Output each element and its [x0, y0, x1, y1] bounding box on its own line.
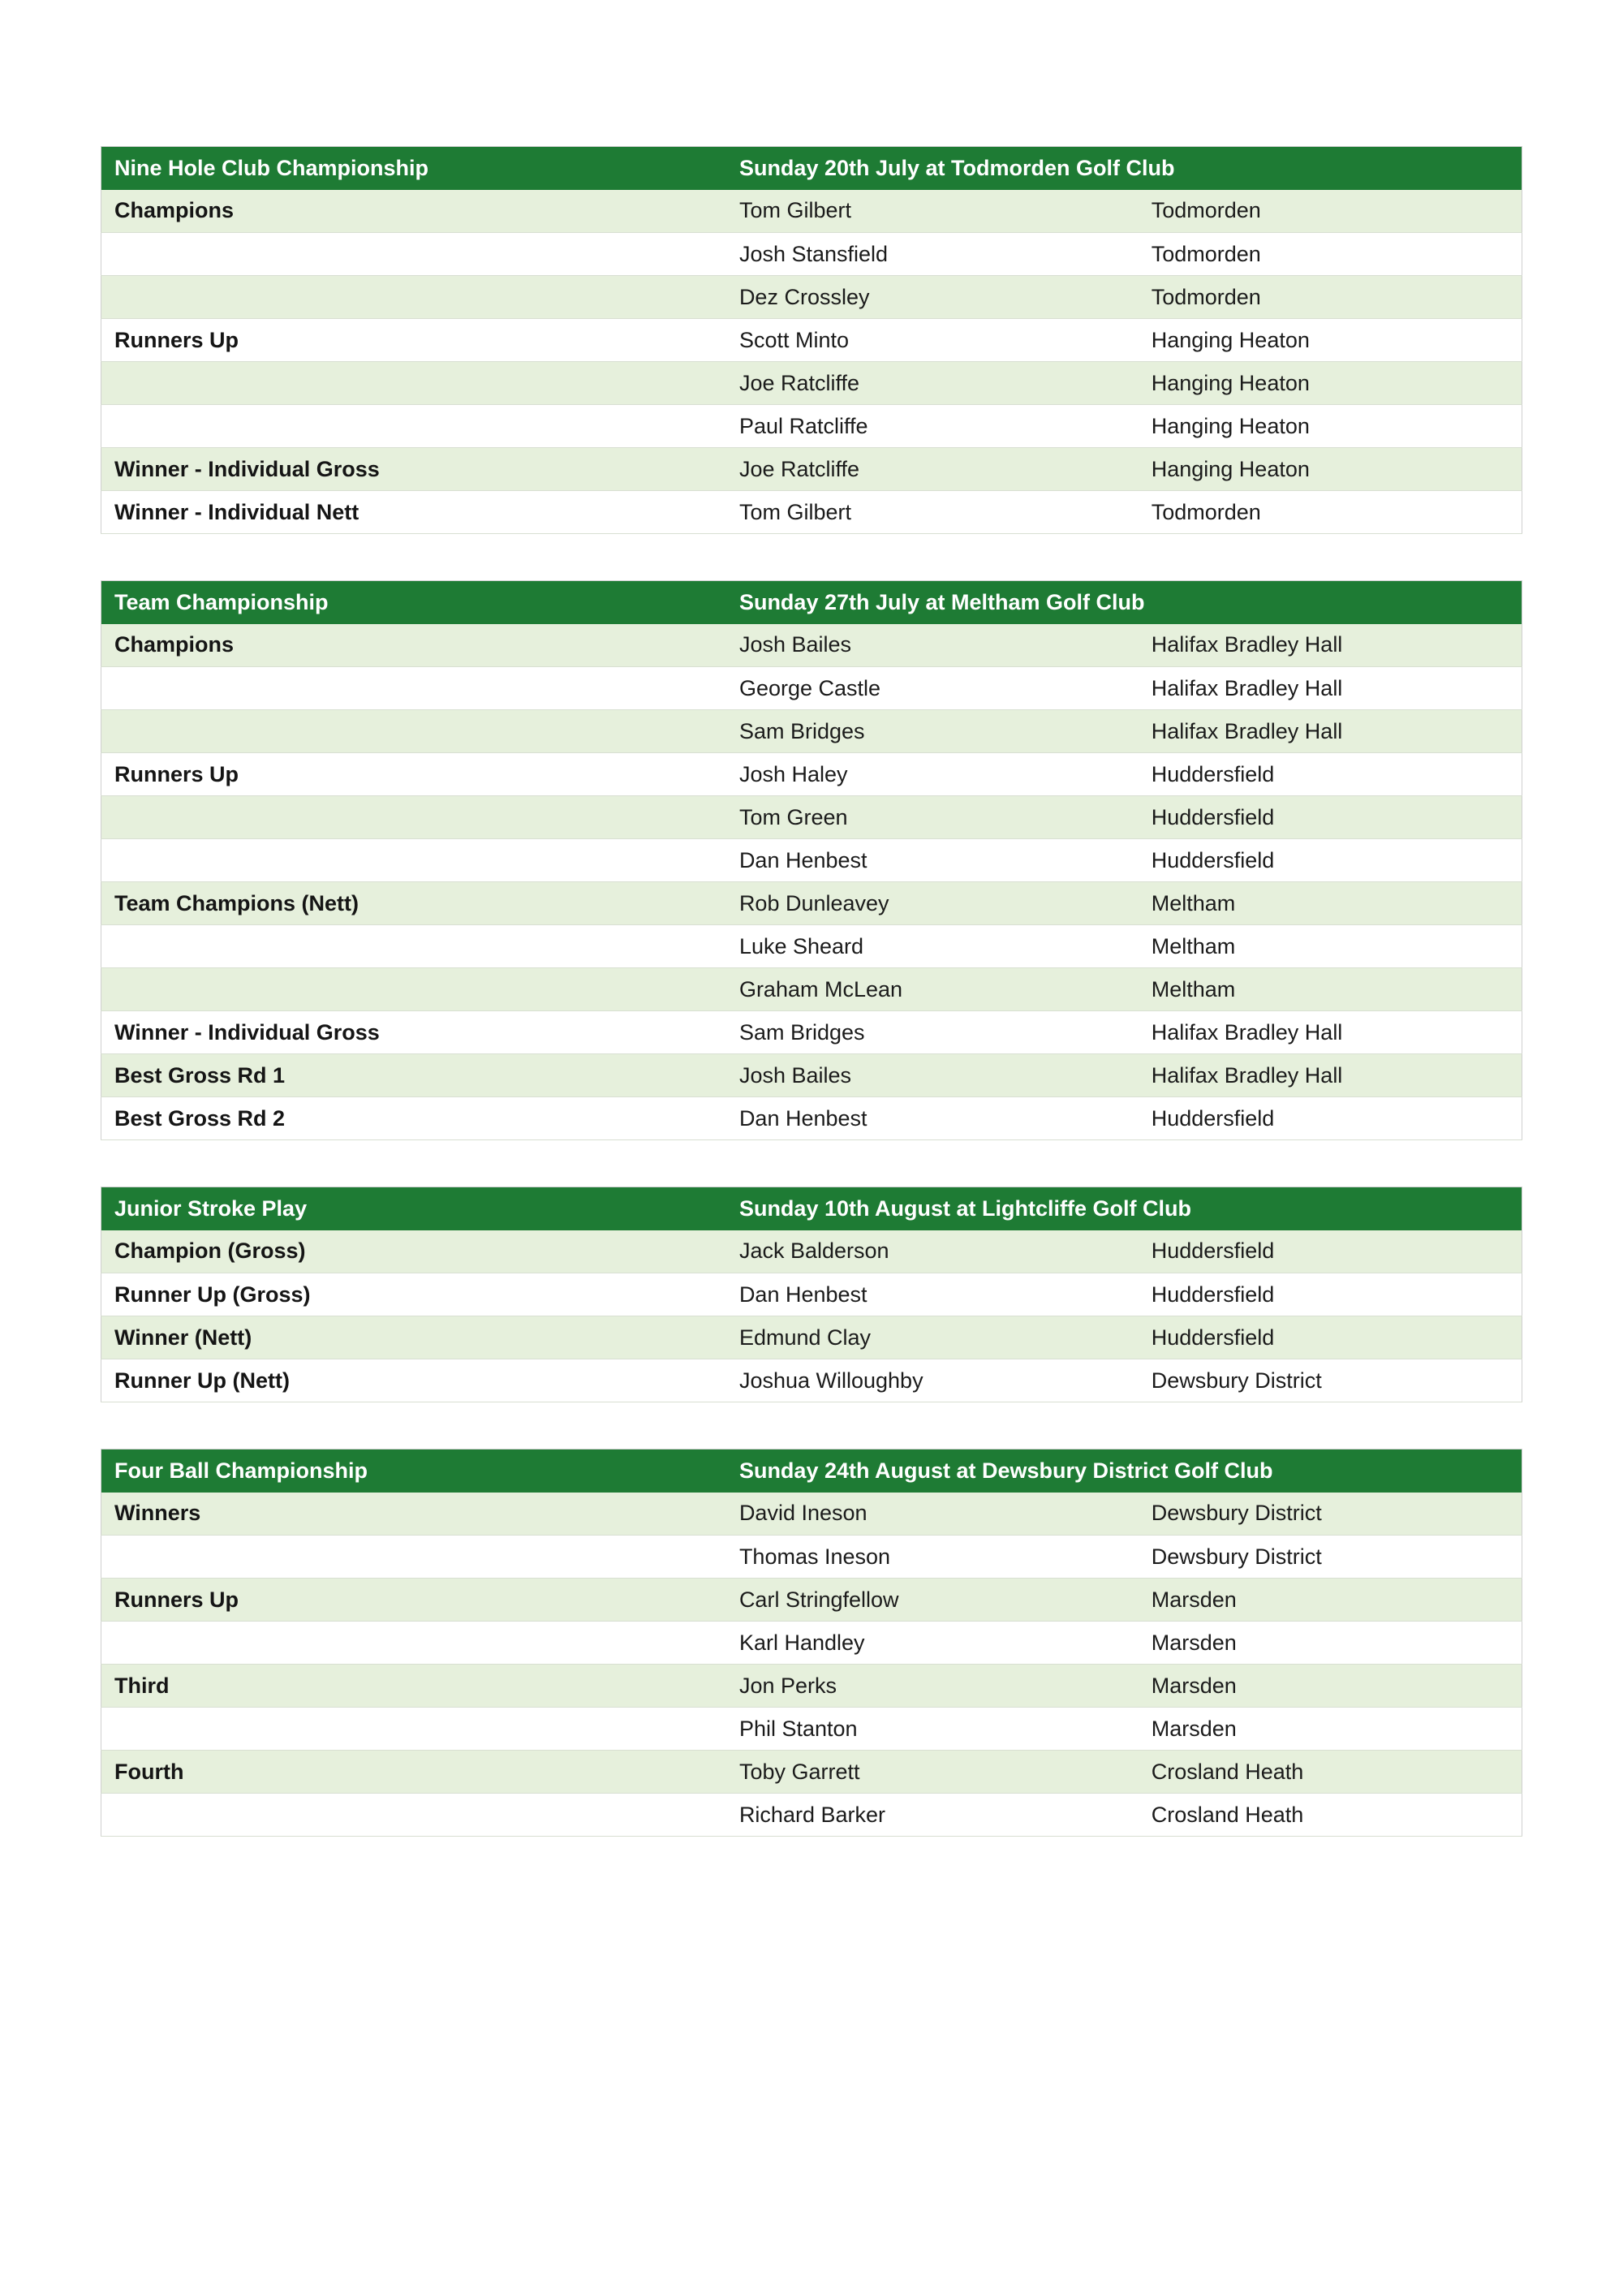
table-body	[101, 624, 1522, 1140]
player-name: Toby Garrett	[726, 1751, 1139, 1794]
player-name: David Ineson	[726, 1493, 1139, 1536]
table-row	[101, 1273, 1522, 1316]
player-name: Dan Henbest	[726, 839, 1139, 882]
row-category-label: Best Gross Rd 2	[101, 1097, 726, 1140]
table-row	[101, 624, 1522, 667]
row-category-label: Champions	[101, 624, 726, 667]
table-row	[101, 233, 1522, 276]
row-category-label	[101, 233, 726, 276]
player-name: George Castle	[726, 667, 1139, 710]
player-name: Phil Stanton	[726, 1708, 1139, 1751]
table-row	[101, 491, 1522, 534]
table-header-row	[101, 1450, 1522, 1493]
row-category-label	[101, 839, 726, 882]
row-category-label: Third	[101, 1665, 726, 1708]
row-category-label: Winner - Individual Gross	[101, 1011, 726, 1054]
club-name: Dewsbury District	[1139, 1493, 1522, 1536]
club-name: Crosland Heath	[1139, 1794, 1522, 1837]
player-name: Joe Ratcliffe	[726, 448, 1139, 491]
row-category-label: Runners Up	[101, 319, 726, 362]
table-body	[101, 1230, 1522, 1402]
player-name: Tom Gilbert	[726, 190, 1139, 233]
table-row	[101, 1316, 1522, 1359]
club-name: Huddersfield	[1139, 839, 1522, 882]
club-name: Meltham	[1139, 968, 1522, 1011]
row-category-label: Runners Up	[101, 1579, 726, 1622]
row-category-label	[101, 667, 726, 710]
table-row	[101, 1708, 1522, 1751]
table-row	[101, 1622, 1522, 1665]
row-category-label: Runners Up	[101, 753, 726, 796]
club-name: Todmorden	[1139, 190, 1522, 233]
club-name: Hanging Heaton	[1139, 319, 1522, 362]
player-name: Karl Handley	[726, 1622, 1139, 1665]
table-row	[101, 1579, 1522, 1622]
club-name: Huddersfield	[1139, 1097, 1522, 1140]
table-body	[101, 190, 1522, 534]
club-name: Todmorden	[1139, 491, 1522, 534]
results-table	[101, 1449, 1522, 1837]
table-date: Sunday 10th August at Lightcliffe Golf Club	[726, 1187, 1522, 1230]
table-row	[101, 1054, 1522, 1097]
row-category-label	[101, 1794, 726, 1837]
table-date: Sunday 24th August at Dewsbury District Golf Club	[726, 1450, 1522, 1493]
results-tables-container	[101, 146, 1522, 1883]
row-category-label	[101, 1622, 726, 1665]
club-name: Todmorden	[1139, 233, 1522, 276]
club-name: Dewsbury District	[1139, 1536, 1522, 1579]
row-category-label: Winner (Nett)	[101, 1316, 726, 1359]
table-title: Team Championship	[101, 581, 726, 624]
player-name: Sam Bridges	[726, 1011, 1139, 1054]
table-title: Four Ball Championship	[101, 1450, 726, 1493]
table-row	[101, 1011, 1522, 1054]
player-name: Richard Barker	[726, 1794, 1139, 1837]
table-row	[101, 448, 1522, 491]
player-name: Tom Gilbert	[726, 491, 1139, 534]
row-category-label	[101, 1536, 726, 1579]
row-category-label	[101, 362, 726, 405]
table-row	[101, 1751, 1522, 1794]
club-name: Marsden	[1139, 1665, 1522, 1708]
player-name: Josh Stansfield	[726, 233, 1139, 276]
row-category-label: Winner - Individual Nett	[101, 491, 726, 534]
player-name: Scott Minto	[726, 319, 1139, 362]
row-category-label	[101, 276, 726, 319]
club-name: Meltham	[1139, 925, 1522, 968]
club-name: Dewsbury District	[1139, 1359, 1522, 1402]
row-category-label: Team Champions (Nett)	[101, 882, 726, 925]
club-name: Huddersfield	[1139, 753, 1522, 796]
club-name: Huddersfield	[1139, 1273, 1522, 1316]
table-row	[101, 1794, 1522, 1837]
player-name: Jack Balderson	[726, 1230, 1139, 1273]
row-category-label: Winner - Individual Gross	[101, 448, 726, 491]
table-row	[101, 1493, 1522, 1536]
club-name: Hanging Heaton	[1139, 448, 1522, 491]
player-name: Thomas Ineson	[726, 1536, 1139, 1579]
player-name: Dez Crossley	[726, 276, 1139, 319]
row-category-label: Champion (Gross)	[101, 1230, 726, 1273]
table-header-row	[101, 1187, 1522, 1230]
row-category-label	[101, 796, 726, 839]
club-name: Halifax Bradley Hall	[1139, 1054, 1522, 1097]
table-row	[101, 276, 1522, 319]
table-row	[101, 190, 1522, 233]
club-name: Marsden	[1139, 1708, 1522, 1751]
player-name: Rob Dunleavey	[726, 882, 1139, 925]
table-row	[101, 1665, 1522, 1708]
results-table	[101, 146, 1522, 534]
player-name: Luke Sheard	[726, 925, 1139, 968]
table-date: Sunday 27th July at Meltham Golf Club	[726, 581, 1522, 624]
table-title: Nine Hole Club Championship	[101, 147, 726, 190]
player-name: Dan Henbest	[726, 1097, 1139, 1140]
player-name: Dan Henbest	[726, 1273, 1139, 1316]
row-category-label	[101, 968, 726, 1011]
table-row	[101, 1536, 1522, 1579]
club-name: Huddersfield	[1139, 1230, 1522, 1273]
row-category-label: Runner Up (Nett)	[101, 1359, 726, 1402]
table-row	[101, 1359, 1522, 1402]
player-name: Tom Green	[726, 796, 1139, 839]
club-name: Todmorden	[1139, 276, 1522, 319]
row-category-label: Best Gross Rd 1	[101, 1054, 726, 1097]
club-name: Marsden	[1139, 1579, 1522, 1622]
table-row	[101, 405, 1522, 448]
row-category-label: Champions	[101, 190, 726, 233]
table-header-row	[101, 147, 1522, 190]
row-category-label	[101, 1708, 726, 1751]
table-row	[101, 667, 1522, 710]
player-name: Josh Bailes	[726, 624, 1139, 667]
table-row	[101, 839, 1522, 882]
table-row	[101, 362, 1522, 405]
table-row	[101, 925, 1522, 968]
player-name: Jon Perks	[726, 1665, 1139, 1708]
club-name: Halifax Bradley Hall	[1139, 667, 1522, 710]
table-row	[101, 796, 1522, 839]
club-name: Marsden	[1139, 1622, 1522, 1665]
club-name: Hanging Heaton	[1139, 362, 1522, 405]
row-category-label: Fourth	[101, 1751, 726, 1794]
club-name: Halifax Bradley Hall	[1139, 710, 1522, 753]
player-name: Joshua Willoughby	[726, 1359, 1139, 1402]
club-name: Meltham	[1139, 882, 1522, 925]
club-name: Hanging Heaton	[1139, 405, 1522, 448]
table-row	[101, 319, 1522, 362]
row-category-label	[101, 925, 726, 968]
player-name: Edmund Clay	[726, 1316, 1139, 1359]
row-category-label: Runner Up (Gross)	[101, 1273, 726, 1316]
player-name: Carl Stringfellow	[726, 1579, 1139, 1622]
row-category-label	[101, 710, 726, 753]
table-date: Sunday 20th July at Todmorden Golf Club	[726, 147, 1522, 190]
player-name: Paul Ratcliffe	[726, 405, 1139, 448]
table-row	[101, 710, 1522, 753]
table-row	[101, 753, 1522, 796]
club-name: Huddersfield	[1139, 796, 1522, 839]
club-name: Halifax Bradley Hall	[1139, 1011, 1522, 1054]
table-row	[101, 882, 1522, 925]
table-header-row	[101, 581, 1522, 624]
table-title: Junior Stroke Play	[101, 1187, 726, 1230]
club-name: Halifax Bradley Hall	[1139, 624, 1522, 667]
player-name: Joe Ratcliffe	[726, 362, 1139, 405]
results-table	[101, 580, 1522, 1140]
row-category-label: Winners	[101, 1493, 726, 1536]
table-row	[101, 1097, 1522, 1140]
row-category-label	[101, 405, 726, 448]
table-body	[101, 1493, 1522, 1837]
player-name: Graham McLean	[726, 968, 1139, 1011]
table-row	[101, 968, 1522, 1011]
player-name: Sam Bridges	[726, 710, 1139, 753]
table-row	[101, 1230, 1522, 1273]
player-name: Josh Bailes	[726, 1054, 1139, 1097]
results-table	[101, 1187, 1522, 1402]
player-name: Josh Haley	[726, 753, 1139, 796]
club-name: Huddersfield	[1139, 1316, 1522, 1359]
club-name: Crosland Heath	[1139, 1751, 1522, 1794]
